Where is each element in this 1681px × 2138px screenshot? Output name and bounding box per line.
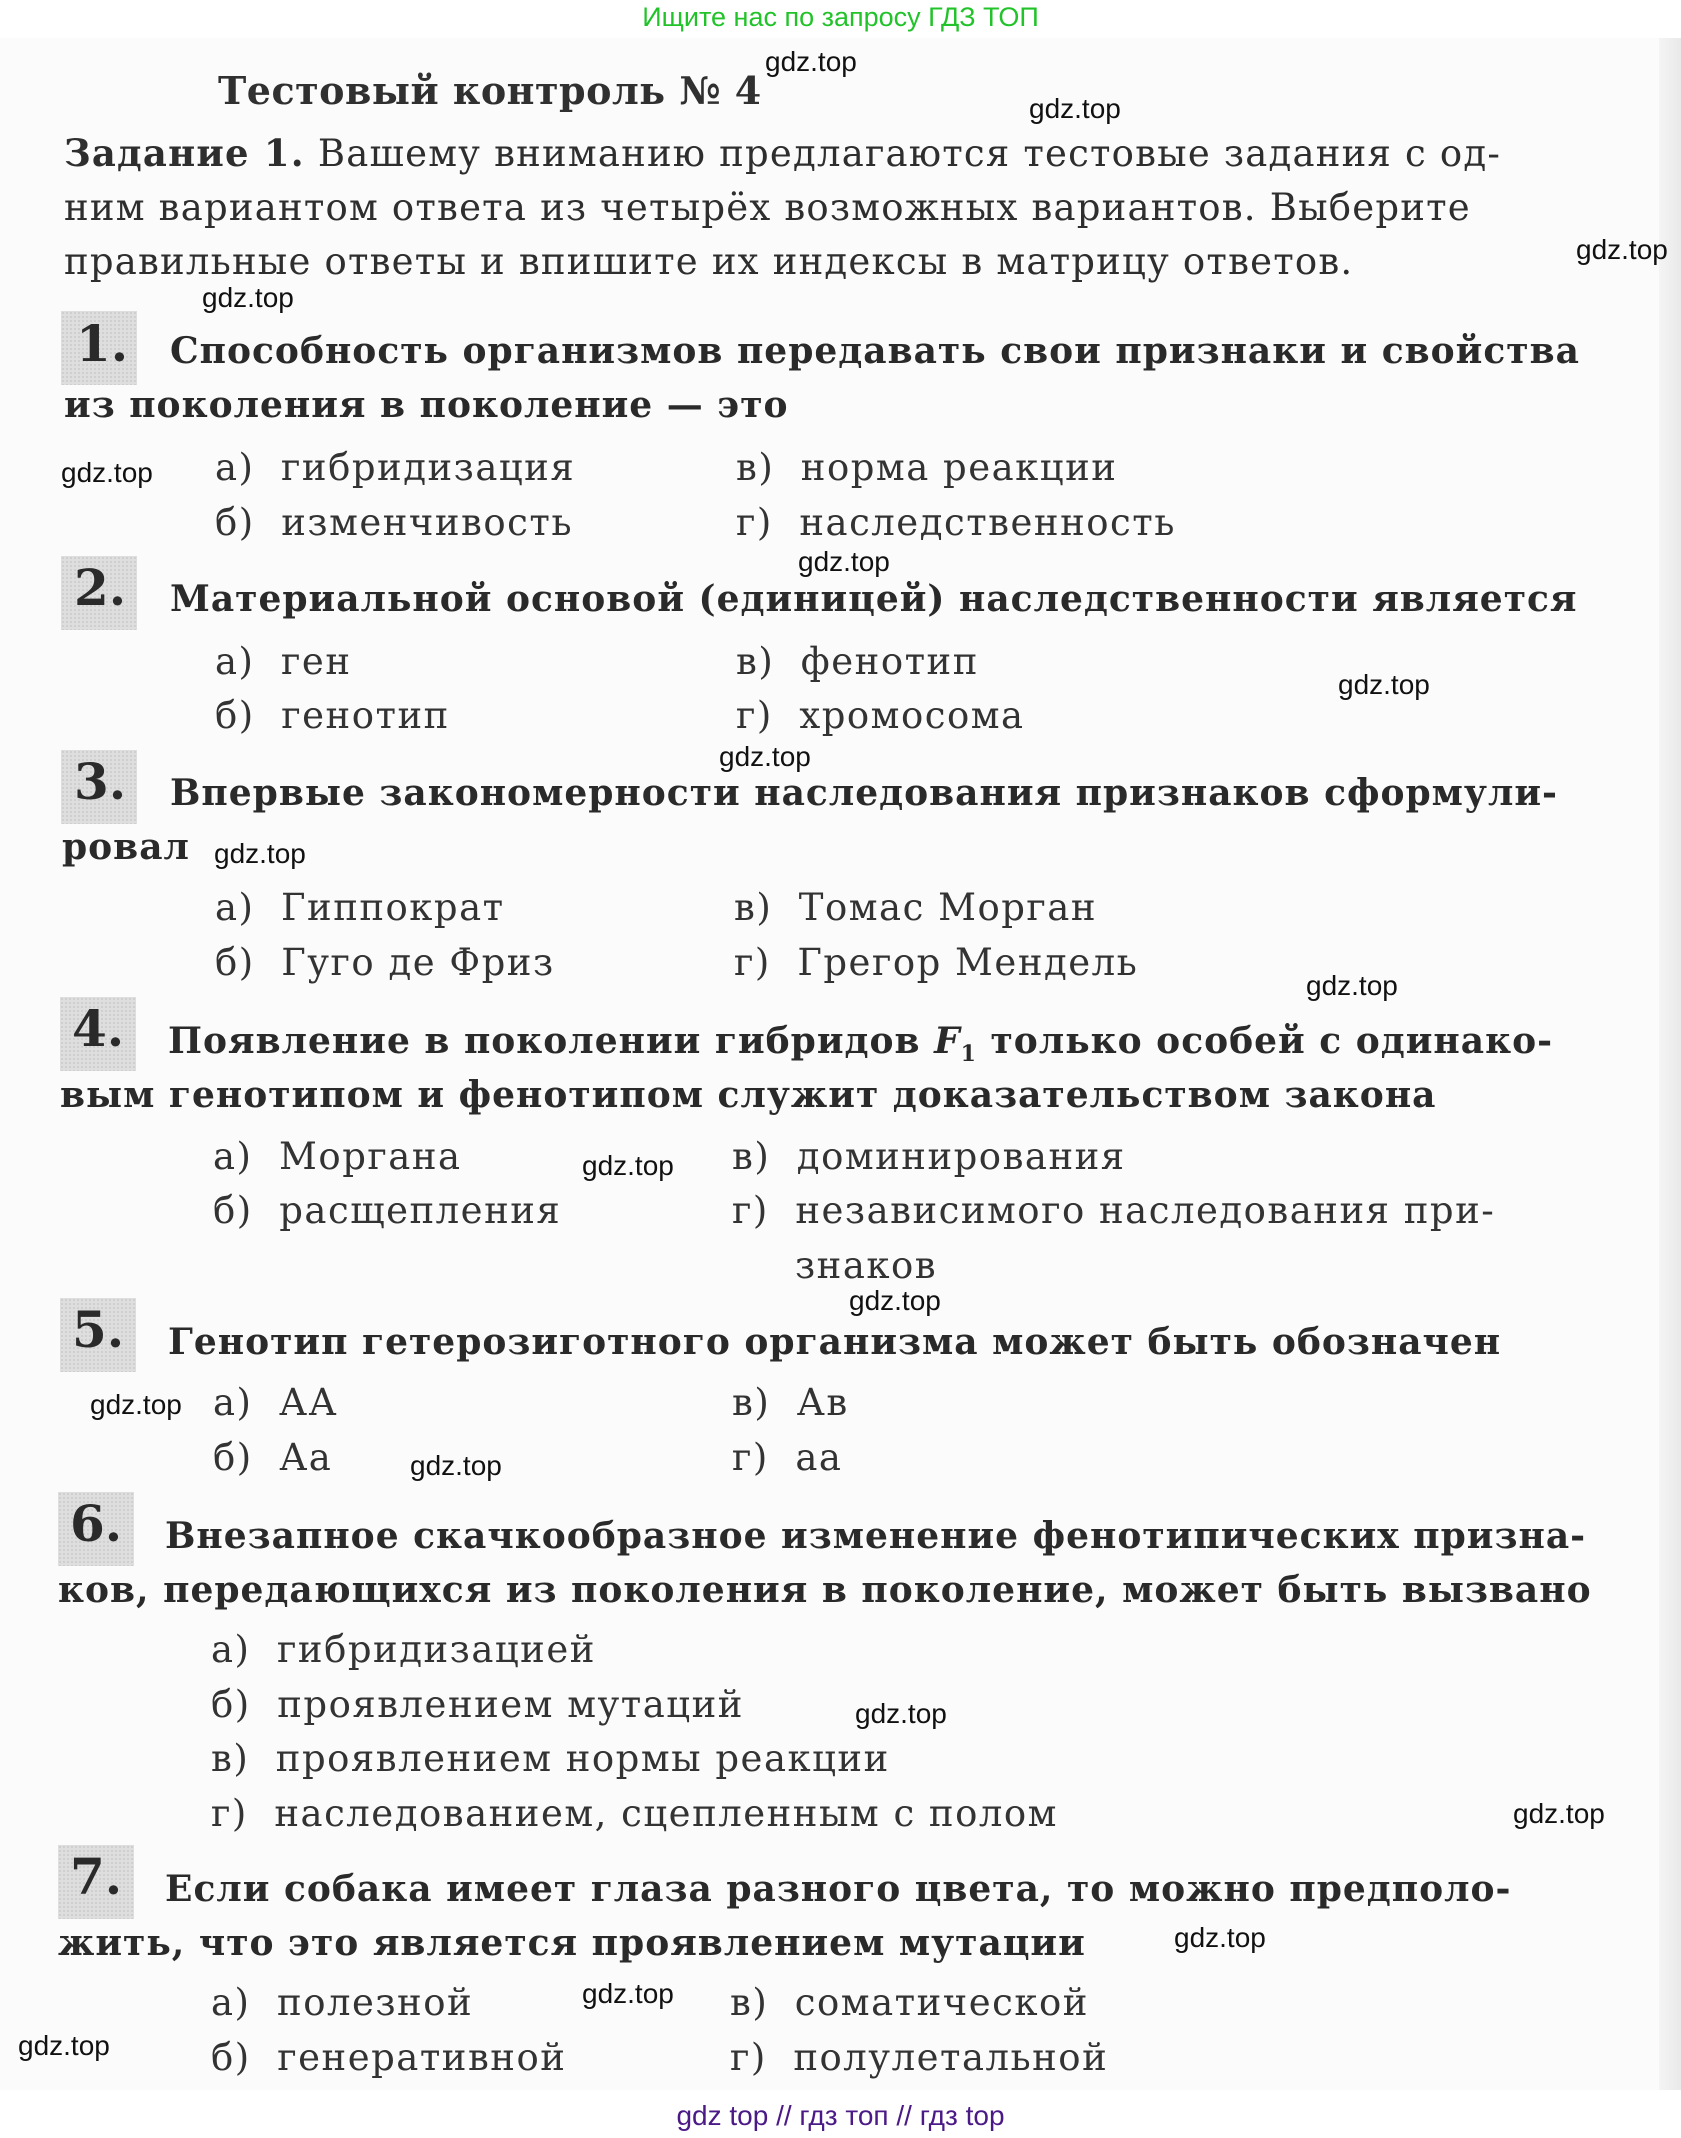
question-6-line-2: ков, передающихся из поколения в поколение, может быть вызвано [58, 1569, 1592, 1611]
question-number: 3. [74, 752, 127, 811]
answer-option[interactable]: в) соматической [730, 1981, 1089, 2024]
question-1-line-1: Способность организмов передавать свои признаки и свойства [170, 330, 1580, 372]
watermark: gdz.top [1174, 1922, 1266, 1953]
question-number: 6. [70, 1494, 123, 1553]
question-3-line-1: Впервые закономерности наследования признаков сформули- [170, 772, 1558, 814]
watermark: gdz.top [798, 546, 890, 577]
answer-option[interactable]: а) Моргана [213, 1135, 462, 1178]
question-number: 4. [72, 999, 125, 1058]
answer-option[interactable]: а) ген [215, 640, 352, 683]
question-number: 5. [72, 1300, 125, 1359]
task-line-1 [64, 131, 1501, 175]
answer-option[interactable]: г) хромосома [736, 694, 1025, 737]
answer-option[interactable]: г) независимого наследования при- [732, 1189, 1496, 1232]
watermark: gdz.top [18, 2030, 110, 2061]
answer-option[interactable]: в) проявлением нормы реакции [211, 1737, 890, 1780]
question-4-line-1: Появление в поколении гибридов $F_1$ только особей с одинако- [168, 1020, 1554, 1068]
footer-links[interactable]: gdz top // гдз топ // гдз top [676, 2100, 1005, 2131]
watermark: gdz.top [582, 1150, 674, 1181]
question-7-line-1: Если собака имеет глаза разного цвета, то можно предполо- [165, 1868, 1512, 1910]
answer-option[interactable]: а) гибридизация [215, 446, 576, 489]
answer-option[interactable]: г) Грегор Мендель [734, 941, 1139, 984]
answer-option[interactable]: г) наследованием, сцепленным с полом [211, 1792, 1058, 1835]
answer-option[interactable]: а) АА [213, 1381, 339, 1424]
answer-option[interactable]: б) генотип [215, 694, 450, 737]
watermark: gdz.top [61, 457, 153, 488]
answer-option[interactable]: в) фенотип [736, 640, 979, 683]
watermark: gdz.top [1513, 1798, 1605, 1829]
task-line-3: правильные ответы и впишите их индексы в матрицу ответов. [64, 240, 1354, 283]
watermark: gdz.top [90, 1389, 182, 1420]
watermark: gdz.top [1029, 93, 1121, 124]
answer-option[interactable]: б) генеративной [211, 2036, 567, 2079]
task-text: Вашему вниманию предлагаются тестовые задания с од- [317, 132, 1502, 175]
question-number: 7. [70, 1847, 123, 1906]
watermark: gdz.top [214, 838, 306, 869]
question-3-line-2: ровал [62, 826, 190, 868]
search-banner[interactable]: Ищите нас по запросу ГДЗ ТОП [642, 2, 1039, 32]
answer-option[interactable]: б) изменчивость [215, 501, 573, 544]
answer-option[interactable]: в) доминирования [732, 1135, 1126, 1178]
answer-option-continued: знаков [795, 1244, 938, 1287]
answer-option[interactable]: г) наследственность [736, 501, 1176, 544]
question-4-line-2: вым генотипом и фенотипом служит доказательством закона [60, 1074, 1437, 1116]
watermark: gdz.top [855, 1698, 947, 1729]
task-label: Задание 1. [64, 131, 305, 175]
question-number: 2. [74, 558, 127, 617]
answer-option[interactable]: б) Гуго де Фриз [215, 941, 555, 984]
answer-option[interactable]: б) проявлением мутаций [211, 1683, 744, 1726]
page-title: Тестовый контроль № 4 [218, 68, 762, 113]
watermark: gdz.top [410, 1450, 502, 1481]
answer-option[interactable]: а) Гиппократ [215, 886, 505, 929]
answer-option[interactable]: г) полулетальной [730, 2036, 1109, 2079]
question-7-line-2: жить, что это является проявлением мутации [58, 1922, 1086, 1964]
watermark: gdz.top [849, 1285, 941, 1316]
answer-option[interactable]: в) Томас Морган [734, 886, 1098, 929]
question-number: 1. [76, 314, 129, 373]
page-edge-shadow [1659, 38, 1681, 2090]
answer-option[interactable]: б) Аа [213, 1436, 333, 1479]
question-2-line-1: Материальной основой (единицей) наследственности является [170, 578, 1578, 620]
watermark: gdz.top [765, 46, 857, 77]
watermark: gdz.top [719, 741, 811, 772]
watermark: gdz.top [1306, 970, 1398, 1001]
answer-option[interactable]: в) Ав [732, 1381, 849, 1424]
answer-option[interactable]: г) аа [732, 1436, 843, 1479]
answer-option[interactable]: а) полезной [211, 1981, 474, 2024]
question-1-line-2: из поколения в поколение — это [64, 384, 789, 426]
answer-option[interactable]: а) гибридизацией [211, 1628, 596, 1671]
watermark: gdz.top [1576, 234, 1668, 265]
watermark: gdz.top [202, 282, 294, 313]
task-line-2: ним вариантом ответа из четырёх возможных вариантов. Выберите [64, 186, 1471, 229]
question-5-line-1: Генотип гетерозиготного организма может быть обозначен [168, 1321, 1502, 1363]
answer-option[interactable]: б) расщепления [213, 1189, 562, 1232]
question-6-line-1: Внезапное скачкообразное изменение фенотипических призна- [165, 1515, 1587, 1557]
watermark: gdz.top [1338, 669, 1430, 700]
answer-option[interactable]: в) норма реакции [736, 446, 1118, 489]
watermark: gdz.top [582, 1978, 674, 2009]
